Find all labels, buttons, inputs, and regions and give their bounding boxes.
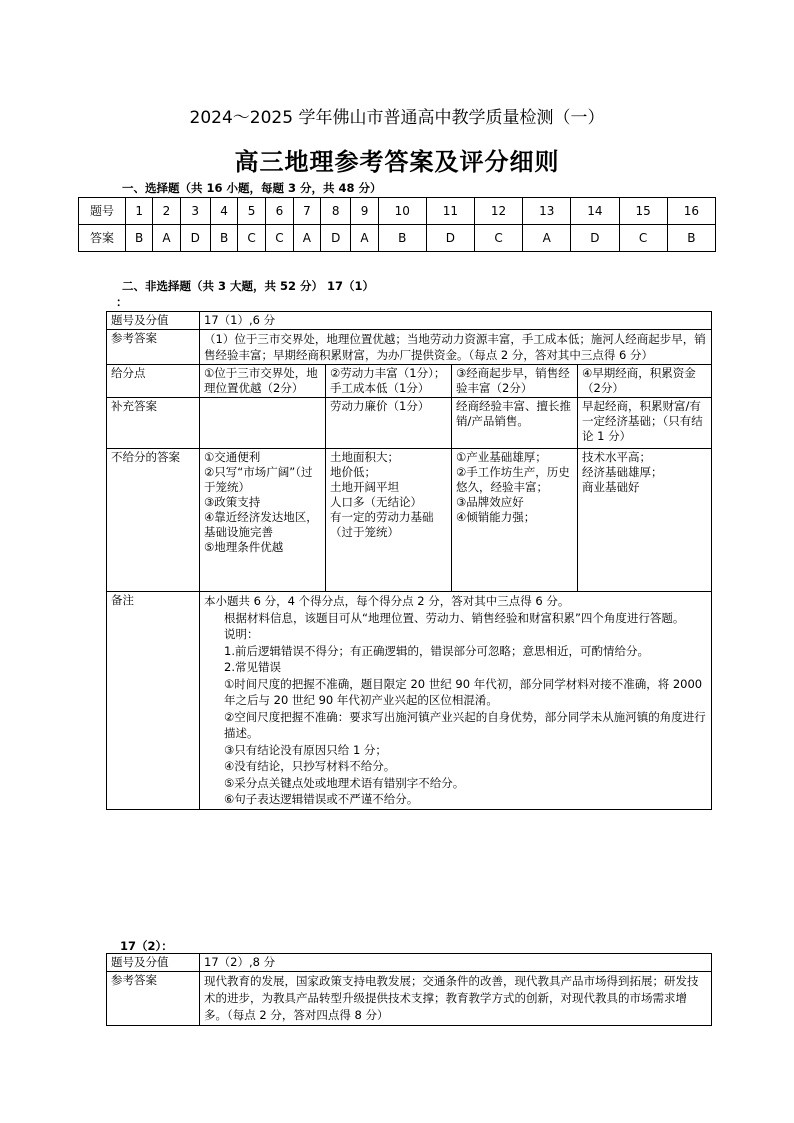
nogive-item: 有一定的劳动力基础（过于笼统） — [330, 510, 434, 539]
table-row — [107, 972, 712, 1026]
mc-question-number: 8 — [321, 198, 351, 225]
note-cell — [200, 592, 712, 810]
nogive-item: ①交通便利 — [204, 450, 261, 464]
score-label: 题号及分值 — [107, 954, 200, 972]
note-line: 1.前后逻辑错误不得分；有正确逻辑的，错误部分可忽略；意思相近，可酌情给分。 — [224, 643, 649, 658]
mc-answer: C — [619, 225, 667, 252]
note-line: 2.常见错误 — [224, 660, 281, 674]
point-cell: ①位于三市交界处，地理位置优越（2分） — [200, 365, 326, 398]
nogive-cell — [200, 449, 326, 592]
section2-heading-tail: ： — [116, 295, 128, 309]
score-value: 17（2）,8 分 — [200, 954, 712, 972]
mc-answer-row — [79, 225, 716, 252]
mc-answer: B — [210, 225, 237, 252]
note-line: ②空间尺度把握不准确：要求写出施河镇产业兴起的自身优势，部分同学未从施河镇的角度进行描述。 — [224, 709, 706, 740]
mc-row-label: 题号 — [79, 198, 126, 225]
table-row — [107, 312, 712, 330]
q17-1-table — [106, 311, 712, 810]
nogive-item: 商业基础好 — [582, 480, 640, 494]
note-label: 备注 — [107, 592, 200, 810]
nogive-item: 土地面积大； — [330, 450, 399, 464]
mc-question-number: 3 — [180, 198, 210, 225]
table-row — [107, 592, 712, 810]
table-row — [107, 954, 712, 972]
section1-heading: 一、选择题（共 16 小题，每题 3 分，共 48 分） — [122, 181, 382, 195]
points-label: 给分点 — [107, 365, 200, 398]
mc-answer: C — [474, 225, 522, 252]
table-row — [107, 449, 712, 592]
mc-answer: D — [571, 225, 619, 252]
extra-cell: 劳动力廉价（1分） — [326, 398, 452, 449]
table-row — [107, 365, 712, 398]
q17-2-table — [106, 953, 712, 1026]
mc-answer: B — [378, 225, 426, 252]
mc-question-number: 1 — [126, 198, 153, 225]
point-cell: ④早期经商，积累资金（2分） — [578, 365, 712, 398]
mc-question-number: 9 — [351, 198, 378, 225]
mc-answer: D — [426, 225, 474, 252]
ref-label: 参考答案 — [107, 972, 200, 1026]
mc-question-number: 15 — [619, 198, 667, 225]
nogive-item: ②只写“市场广阔”（过于笼统） — [204, 465, 313, 494]
mc-answer-table — [78, 197, 716, 252]
ref-answer: 现代教育的发展，国家政策支持电教发展；交通条件的改善，现代教具产品市场得到拓展；研发技术的进步，为教具产品转型升级提供技术支撑；教育教学方式的创新，对现代教具的市场需求增多。（每点 2 分，答对四点得 8 分） — [200, 972, 712, 1026]
document-title: 2024～2025 学年佛山市普通高中教学质量检测（一） — [189, 108, 605, 128]
mc-answer: B — [126, 225, 153, 252]
mc-question-number: 12 — [474, 198, 522, 225]
mc-question-number: 6 — [266, 198, 294, 225]
nogive-item: ②手工作坊生产，历史悠久，经验丰富； — [456, 465, 570, 494]
mc-answer: A — [293, 225, 320, 252]
note-line: 说明： — [224, 627, 259, 641]
score-value: 17（1）,6 分 — [200, 312, 712, 330]
nogive-item: 地价低； — [330, 465, 376, 479]
mc-answer: C — [238, 225, 266, 252]
nogive-item: ④靠近经济发达地区，基础设施完善 — [204, 510, 318, 539]
note-line: ①时间尺度的把握不准确，题目限定 20 世纪 90 年代初，部分同学材料对接不准确，将 2000 年之后与 20 世纪 90 年代初产业兴起的区位相混淆。 — [224, 676, 703, 707]
note-line: ⑤采分点关键点处或地理术语有错别字不给分。 — [224, 775, 465, 790]
ref-answer: （1）位于三市交界处，地理位置优越；当地劳动力资源丰富，手工成本低；施河人经商起步早，销售经验丰富；早期经商积累财富，为办厂提供资金。（每点 2 分，答对其中三点得 6 分） — [200, 330, 712, 365]
mc-answer: D — [321, 225, 351, 252]
ref-label: 参考答案 — [107, 330, 200, 365]
mc-answer: A — [153, 225, 180, 252]
nogive-item: ④倾销能力强； — [456, 510, 536, 524]
extra-cell — [200, 398, 326, 449]
extra-cell: 早起经商，积累财富/有一定经济基础；（只有结论 1 分） — [578, 398, 712, 449]
nogive-item: 人口多（无结论） — [330, 495, 422, 509]
nogive-cell — [452, 449, 578, 592]
table-row — [107, 330, 712, 365]
note-line: 根据材料信息，该题目可从“地理位置、劳动力、销售经验和财富积累”四个角度进行答题。 — [224, 610, 685, 625]
nogive-item: ③品牌效应好 — [456, 495, 524, 509]
mc-answer: A — [351, 225, 378, 252]
nogive-item: 土地开阔平坦 — [330, 480, 399, 494]
nogive-item: ⑤地理条件优越 — [204, 540, 284, 554]
note-line: ⑥句子表达逻辑错误或不严谨不给分。 — [224, 792, 419, 806]
mc-question-number: 4 — [210, 198, 237, 225]
nogive-item: 经济基础雄厚； — [582, 465, 663, 479]
mc-question-number: 10 — [378, 198, 426, 225]
mc-question-number: 16 — [667, 198, 715, 225]
mc-answer: C — [266, 225, 294, 252]
point-cell: ②劳动力丰富（1分）；手工成本低（1分） — [326, 365, 452, 398]
point-cell: ③经商起步早，销售经验丰富（2分） — [452, 365, 578, 398]
nogive-item: ③政策支持 — [204, 495, 261, 509]
mc-row-label: 答案 — [79, 225, 126, 252]
mc-question-number: 14 — [571, 198, 619, 225]
mc-answer: A — [523, 225, 571, 252]
nogive-cell — [326, 449, 452, 592]
nogive-cell — [578, 449, 712, 592]
nogive-item: 技术水平高； — [582, 450, 651, 464]
q17-2-heading: 17（2）： — [120, 939, 173, 953]
extra-label: 补充答案 — [107, 398, 200, 449]
mc-question-number: 7 — [293, 198, 320, 225]
note-line: 本小题共 6 分，4 个得分点，每个得分点 2 分，答对其中三点得 6 分。 — [204, 594, 570, 608]
mc-question-number: 5 — [238, 198, 266, 225]
mc-number-row — [79, 198, 716, 225]
score-label: 题号及分值 — [107, 312, 200, 330]
mc-answer: B — [667, 225, 715, 252]
note-line: ④没有结论，只抄写材料不给分。 — [224, 759, 396, 773]
mc-answer: D — [180, 225, 210, 252]
note-line: ③只有结论没有原因只给 1 分； — [224, 742, 387, 757]
section2-heading: 二、非选择题（共 3 大题，共 52 分） 17（1） — [122, 279, 375, 293]
table-row — [107, 398, 712, 449]
nogive-item: ①产业基础雄厚； — [456, 450, 547, 464]
document-subtitle: 高三地理参考答案及评分细则 — [234, 148, 560, 176]
extra-cell: 经商经验丰富、擅长推销/产品销售。 — [452, 398, 578, 449]
mc-question-number: 2 — [153, 198, 180, 225]
mc-question-number: 11 — [426, 198, 474, 225]
nogive-label: 不给分的答案 — [107, 449, 200, 592]
mc-question-number: 13 — [523, 198, 571, 225]
